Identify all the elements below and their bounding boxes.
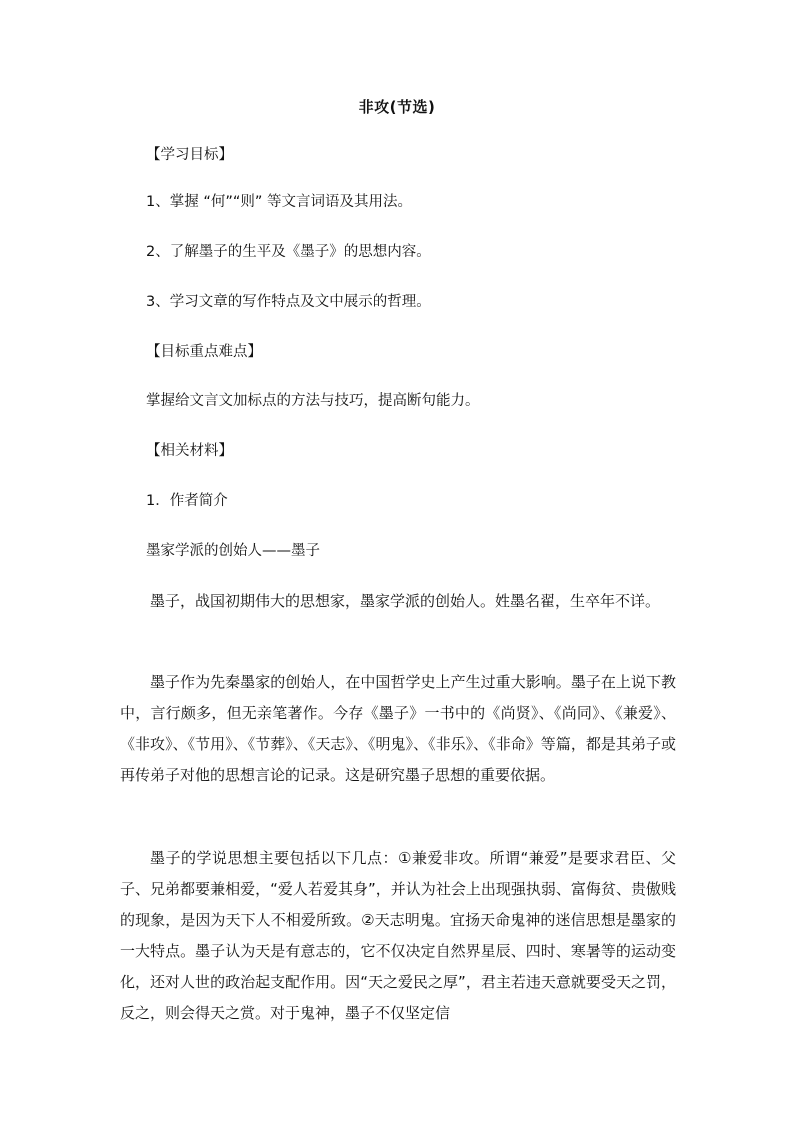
objective-item-1: 1、掌握 “何”“则” 等文言词语及其用法。 xyxy=(146,194,412,210)
key-points-heading: 【目标重点难点】 xyxy=(146,344,262,360)
key-points-text: 掌握给文言文加标点的方法与技巧，提高断句能力。 xyxy=(146,393,480,409)
objectives-heading: 【学习目标】 xyxy=(146,147,233,163)
paragraph-thought: 墨子的学说思想主要包括以下几点：①兼爱非攻。所谓“兼爱”是要求君臣、父子、兄弟都要兼相爱，“爱人若爱其身”，并认为社会上出现强执弱、富侮贫、贵傲贱的现象，是因为天下人不相爱所致。②天志明鬼。宜扬天命鬼神的迷信思想是墨家的一大特点。墨子认为天是有意志的，它不仅决定自然界星辰、四时、寒暑等的运动变化，还对人世的政治起支配作用。因“天之爱民之厚”，君主若违天意就要受天之罚，反之，则会得天之赏。对于鬼神，墨子不仅坚定信 xyxy=(120,849,676,1022)
objective-item-3: 3、学习文章的写作特点及文中展示的哲理。 xyxy=(146,294,431,310)
objective-item-2: 2、了解墨子的生平及《墨子》的思想内容。 xyxy=(146,244,431,260)
paragraph-intro: 墨子，战国初期伟大的思想家，墨家学派的创始人。姓墨名翟，生卒年不详。 xyxy=(150,592,661,610)
author-subtitle: 墨家学派的创始人——墨子 xyxy=(146,543,320,559)
materials-heading: 【相关材料】 xyxy=(146,443,233,459)
paragraph-works: 墨子作为先秦墨家的创始人，在中国哲学史上产生过重大影响。墨子在上说下教中，言行颇多，但无亲笔著作。今存《墨子》一书中的《尚贤》、《尚同》、《兼爱》、《非攻》、《节用》、《节葬》、《天志》、《明鬼》、《非乐》、《非命》等篇，都是其弟子或再传弟子对他的思想言论的记录。这是研究墨子思想的重要依据。 xyxy=(120,673,676,784)
author-intro-heading: 1．作者简介 xyxy=(146,493,228,509)
document-title: 非攻(节选) xyxy=(358,98,436,116)
